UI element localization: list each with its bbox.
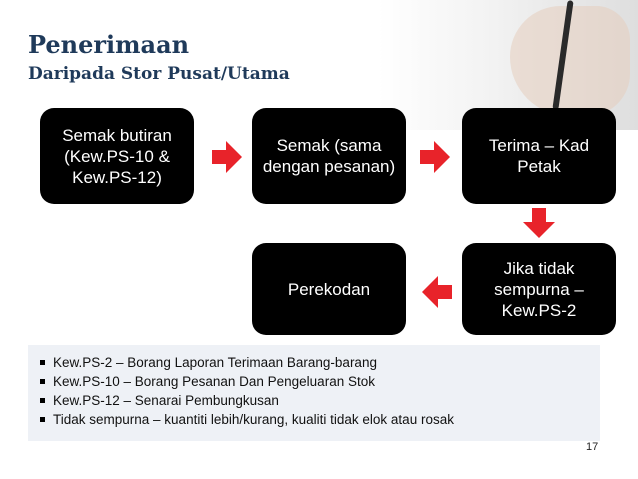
flow-step-receive: Terima – Kad Petak — [462, 108, 616, 204]
note-text: Tidak sempurna – kuantiti lebih/kurang, kualiti tidak elok atau rosak — [53, 412, 454, 427]
bullet-icon — [40, 417, 45, 422]
notes-panel — [28, 345, 600, 441]
slide-title: Penerimaan — [28, 30, 190, 59]
bullet-icon — [40, 398, 45, 403]
flow-step-recording: Perekodan — [252, 243, 406, 335]
notes-list — [38, 353, 590, 429]
note-item — [38, 391, 590, 410]
flow-step-incomplete: Jika tidak sempurna – Kew.PS-2 — [462, 243, 616, 335]
arrow-right-icon — [420, 140, 450, 174]
bullet-icon — [40, 379, 45, 384]
note-item — [38, 372, 590, 391]
flow-step-check-order: Semak (sama dengan pesanan) — [252, 108, 406, 204]
flow-step-check-details: Semak butiran (Kew.PS-10 & Kew.PS-12) — [40, 108, 194, 204]
bullet-icon — [40, 360, 45, 365]
note-text: Kew.PS-12 – Senarai Pembungkusan — [53, 393, 279, 408]
arrow-left-icon — [422, 275, 452, 309]
arrow-right-icon — [212, 140, 242, 174]
note-text: Kew.PS-10 – Borang Pesanan Dan Pengeluaran Stok — [53, 374, 375, 389]
note-item — [38, 410, 590, 429]
note-item — [38, 353, 590, 372]
page-number: 17 — [586, 441, 599, 453]
slide-subtitle: Daripada Stor Pusat/Utama — [28, 64, 290, 84]
note-text: Kew.PS-2 – Borang Laporan Terimaan Barang-barang — [53, 355, 377, 370]
arrow-down-icon — [522, 208, 556, 238]
